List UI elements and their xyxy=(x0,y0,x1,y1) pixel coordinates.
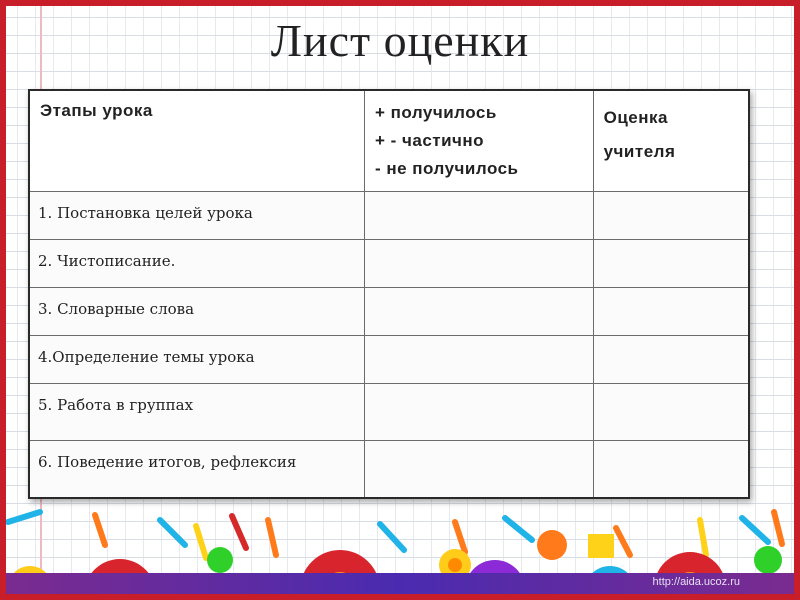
result-cell xyxy=(364,441,593,499)
stage-label: 6. Поведение итогов, рефлексия xyxy=(29,441,364,499)
result-cell xyxy=(364,288,593,336)
result-cell xyxy=(364,384,593,441)
slide-title: Лист оценки xyxy=(270,15,530,66)
table-row xyxy=(29,441,749,499)
assessment-table xyxy=(28,89,750,499)
header-stages: Этапы урока xyxy=(29,90,364,192)
teacher-grade-cell xyxy=(593,441,749,499)
result-option-fail: - не получилось xyxy=(374,159,519,178)
teacher-grade-cell xyxy=(593,192,749,240)
teacher-grade-cell xyxy=(593,240,749,288)
header-result xyxy=(364,90,593,192)
teacher-grade-cell xyxy=(593,384,749,441)
result-cell xyxy=(364,336,593,384)
footer-credit: http://aida.ucoz.ru xyxy=(652,576,740,588)
table-row xyxy=(29,384,749,441)
stage-label: 1. Постановка целей урока xyxy=(29,192,364,240)
result-option-success: + получилось xyxy=(374,103,497,122)
stage-label: 2. Чистописание. xyxy=(29,240,364,288)
stage-label: 5. Работа в группах xyxy=(29,384,364,441)
table-row xyxy=(29,336,749,384)
table-row xyxy=(29,288,749,336)
stage-label: 4.Определение темы урока xyxy=(29,336,364,384)
table-row xyxy=(29,192,749,240)
stage-label: 3. Словарные слова xyxy=(29,288,364,336)
header-teacher-grade xyxy=(593,90,749,192)
result-option-partial: + - частично xyxy=(374,131,485,150)
result-cell xyxy=(364,192,593,240)
result-cell xyxy=(364,240,593,288)
teacher-grade-line-1: Оценка xyxy=(603,108,668,127)
teacher-grade-line-2: учителя xyxy=(603,142,676,161)
teacher-grade-cell xyxy=(593,288,749,336)
table-header-row xyxy=(29,90,749,192)
table-row xyxy=(29,240,749,288)
teacher-grade-cell xyxy=(593,336,749,384)
